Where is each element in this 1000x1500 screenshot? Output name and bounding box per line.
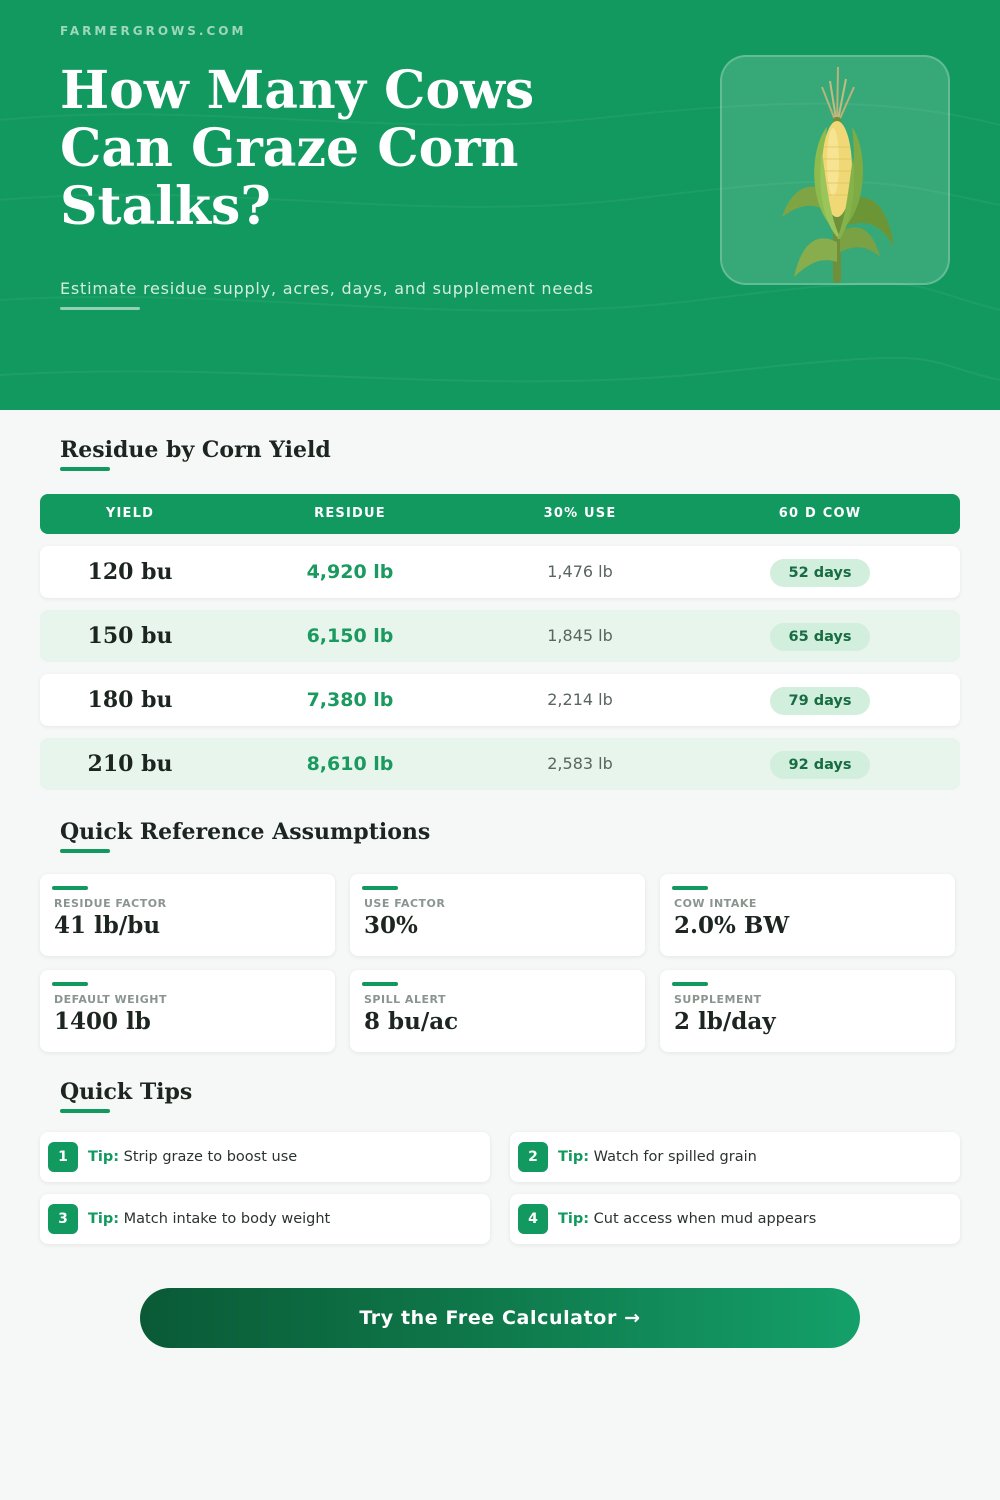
assumption-label: RESIDUE FACTOR	[54, 897, 167, 910]
table-header	[40, 494, 960, 534]
tip-number-badge: 3	[48, 1204, 78, 1234]
corn-image-card	[720, 55, 950, 285]
assumption-value: 2 lb/day	[674, 1008, 776, 1035]
tip-text	[88, 1132, 297, 1182]
days-badge: 65 days	[770, 623, 869, 651]
residue-cell: 4,920 lb	[306, 561, 394, 583]
assumption-label: SUPPLEMENT	[674, 993, 762, 1006]
assumption-card	[40, 970, 335, 1052]
tip-card	[40, 1132, 490, 1182]
assumption-label: SPILL ALERT	[364, 993, 446, 1006]
assumption-card	[350, 874, 645, 956]
use-cell: 1,845 lb	[547, 626, 613, 645]
assumption-value: 41 lb/bu	[54, 912, 161, 939]
column-header-use: 30% USE	[543, 506, 617, 521]
tips-section-title: Quick Tips	[60, 1079, 193, 1105]
assumption-value: 30%	[364, 912, 418, 939]
card-accent	[672, 982, 708, 986]
tip-tag: Tip:	[88, 1211, 120, 1227]
column-header-yield: YIELD	[105, 506, 155, 521]
residue-cell: 6,150 lb	[306, 625, 394, 647]
card-accent	[52, 982, 88, 986]
tip-body: Match intake to body weight	[123, 1211, 331, 1227]
assumption-value: 2.0% BW	[674, 912, 790, 939]
assumption-label: DEFAULT WEIGHT	[54, 993, 168, 1006]
card-accent	[362, 982, 398, 986]
days-badge: 79 days	[770, 687, 869, 715]
yield-cell: 210 bu	[87, 751, 173, 777]
corn-stalk-icon	[722, 57, 952, 287]
assumptions-section-title: Quick Reference Assumptions	[60, 819, 431, 845]
table-row	[40, 610, 960, 662]
column-header-cow-days: 60 D COW	[778, 506, 862, 521]
yield-cell: 150 bu	[87, 623, 173, 649]
tip-body: Cut access when mud appears	[593, 1211, 817, 1227]
residue-cell: 7,380 lb	[306, 689, 394, 711]
assumption-card	[660, 970, 955, 1052]
card-accent	[362, 886, 398, 890]
residue-cell: 8,610 lb	[306, 753, 394, 775]
days-cell	[710, 610, 930, 662]
tip-tag: Tip:	[88, 1149, 120, 1165]
brand-name[interactable]: FARMERGROWS.COM	[60, 24, 247, 38]
tip-tag: Tip:	[558, 1149, 590, 1165]
tip-number-badge: 1	[48, 1142, 78, 1172]
tip-text	[558, 1132, 757, 1182]
assumption-card	[40, 874, 335, 956]
days-cell	[710, 674, 930, 726]
tip-tag: Tip:	[558, 1211, 590, 1227]
subtitle-underline	[60, 307, 140, 310]
tip-card	[40, 1194, 490, 1244]
tip-number-badge: 2	[518, 1142, 548, 1172]
section-underline	[60, 467, 110, 471]
assumption-value: 8 bu/ac	[364, 1008, 459, 1035]
assumption-card	[350, 970, 645, 1052]
use-cell: 1,476 lb	[547, 562, 613, 581]
card-accent	[52, 886, 88, 890]
free-calculator-button[interactable]: Try the Free Calculator →	[140, 1288, 860, 1348]
use-cell: 2,214 lb	[547, 690, 613, 709]
days-badge: 52 days	[770, 559, 869, 587]
section-underline	[60, 849, 110, 853]
hero-banner	[0, 0, 1000, 410]
residue-section-title: Residue by Corn Yield	[60, 437, 331, 463]
table-row	[40, 738, 960, 790]
tip-body: Watch for spilled grain	[593, 1149, 757, 1165]
yield-cell: 180 bu	[87, 687, 173, 713]
assumption-value: 1400 lb	[54, 1008, 151, 1035]
column-header-residue: RESIDUE	[314, 506, 386, 521]
use-cell: 2,583 lb	[547, 754, 613, 773]
assumption-label: USE FACTOR	[364, 897, 446, 910]
card-accent	[672, 886, 708, 890]
tip-body: Strip graze to boost use	[123, 1149, 298, 1165]
page-subtitle: Estimate residue supply, acres, days, and supplement needs	[60, 279, 594, 298]
days-badge: 92 days	[770, 751, 869, 779]
section-underline	[60, 1109, 110, 1113]
days-cell	[710, 738, 930, 790]
tip-card	[510, 1132, 960, 1182]
yield-cell: 120 bu	[87, 559, 173, 585]
assumption-card	[660, 874, 955, 956]
table-row	[40, 674, 960, 726]
table-row	[40, 546, 960, 598]
tip-number-badge: 4	[518, 1204, 548, 1234]
assumption-label: COW INTAKE	[674, 897, 757, 910]
tip-text	[558, 1194, 816, 1244]
tip-text	[88, 1194, 330, 1244]
page-title: How Many Cows Can Graze Corn Stalks?	[60, 60, 535, 237]
days-cell	[710, 546, 930, 598]
tip-card	[510, 1194, 960, 1244]
